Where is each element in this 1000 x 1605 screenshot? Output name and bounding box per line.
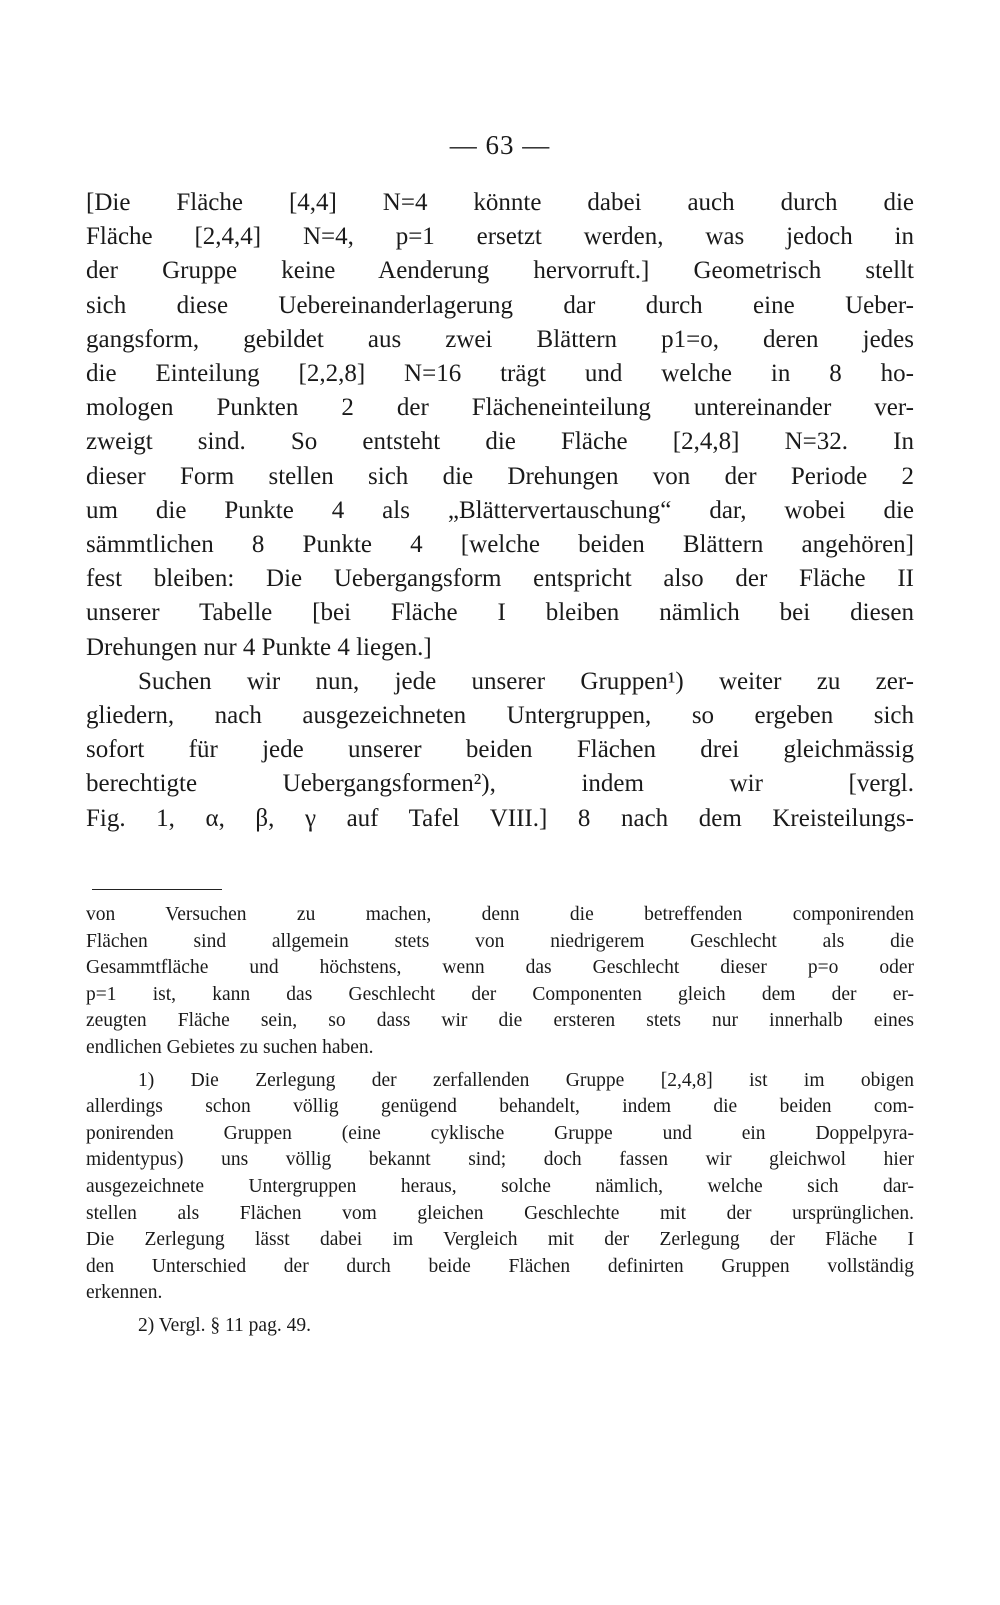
- footnote-line: den Unterschied der durch beide Flächen definirten Gruppen vollständig: [86, 1255, 914, 1277]
- text-line: gangsform, gebildet aus zwei Blättern p1=o, deren jedes: [86, 325, 914, 353]
- footnote-line: 2) Vergl. § 11 pag. 49.: [138, 1314, 311, 1336]
- footnote-line: ponirenden Gruppen (eine cyklische Gruppe und ein Doppelpyra-: [86, 1122, 914, 1144]
- footnote-1: [86, 1068, 914, 1307]
- text-line: Fläche [2,4,4] N=4, p=1 ersetzt werden, was jedoch in: [86, 223, 914, 251]
- page-number: — 63 —: [449, 130, 551, 160]
- text-line: [Die Fläche [4,4] N=4 könnte dabei auch durch die: [86, 189, 914, 216]
- text-line: Suchen wir nun, jede unserer Gruppen¹) weiter zu zer-: [138, 667, 914, 695]
- footnote-line: 1) Die Zerlegung der zerfallenden Gruppe [2,4,8] ist im obigen: [138, 1069, 914, 1091]
- text-line: sämmtlichen 8 Punkte 4 [welche beiden Blättern angehören]: [86, 531, 914, 559]
- footnote-line: stellen als Flächen vom gleichen Geschlechte mit der ursprünglichen.: [86, 1202, 914, 1224]
- footnote-line: Flächen sind allgemein stets von niedrigerem Geschlecht als die: [86, 930, 914, 952]
- footnote-rule: [92, 889, 222, 890]
- text-line: sich diese Uebereinanderlagerung dar durch eine Ueber-: [86, 291, 914, 319]
- footnote-line: midentypus) uns völlig bekannt sind; doch fassen wir gleichwol hier: [86, 1149, 914, 1171]
- text-line: Fig. 1, α, β, γ auf Tafel VIII.] 8 nach dem Kreisteilungs-: [86, 804, 914, 832]
- text-line: um die Punkte 4 als „Blättervertauschung“ dar, wobei die: [86, 496, 914, 524]
- text-line: gliedern, nach ausgezeichneten Untergruppen, so ergeben sich: [86, 702, 914, 730]
- text-line: zweigt sind. So entsteht die Fläche [2,4,8] N=32. In: [86, 428, 914, 456]
- footnote-line: allerdings schon völlig genügend behandelt, indem die beiden com-: [86, 1096, 914, 1118]
- text-line: der Gruppe keine Aenderung hervorruft.] Geometrisch stellt: [86, 257, 914, 285]
- text-line: die Einteilung [2,2,8] N=16 trägt und welche in 8 ho-: [86, 360, 914, 388]
- footnote-line: erkennen.: [86, 1282, 163, 1304]
- main-text: [86, 186, 914, 836]
- footnote-continuation: [86, 902, 914, 1062]
- footnotes: [86, 902, 914, 1346]
- footnote-line: ausgezeichnete Untergruppen heraus, solche nämlich, welche sich dar-: [86, 1175, 914, 1197]
- text-line: fest bleiben: Die Uebergangsform entspricht also der Fläche II: [86, 565, 914, 593]
- text-line: dieser Form stellen sich die Drehungen von der Periode 2: [86, 462, 914, 490]
- footnote-line: Die Zerlegung lässt dabei im Vergleich mit der Zerlegung der Fläche I: [86, 1229, 914, 1251]
- footnote-line: zeugten Fläche sein, so dass wir die ersteren stets nur innerhalb eines: [86, 1010, 914, 1032]
- text-line: berechtigte Uebergangsformen²), indem wir [vergl.: [86, 770, 914, 798]
- footnote-2: [86, 1313, 914, 1340]
- footnote-line: endlichen Gebietes zu suchen haben.: [86, 1036, 374, 1058]
- text-line: sofort für jede unserer beiden Flächen drei gleichmässig: [86, 736, 914, 764]
- text-line: Drehungen nur 4 Punkte 4 liegen.]: [86, 633, 432, 661]
- footnote-line: p=1 ist, kann das Geschlecht der Componenten gleich dem der er-: [86, 983, 914, 1005]
- text-line: mologen Punkten 2 der Flächeneinteilung untereinander ver-: [86, 394, 914, 422]
- footnote-line: Gesammtfläche und höchstens, wenn das Geschlecht dieser p=o oder: [86, 957, 914, 979]
- text-line: unserer Tabelle [bei Fläche I bleiben nämlich bei diesen: [86, 599, 914, 627]
- footnote-line: von Versuchen zu machen, denn die betreffenden componirenden: [86, 904, 914, 925]
